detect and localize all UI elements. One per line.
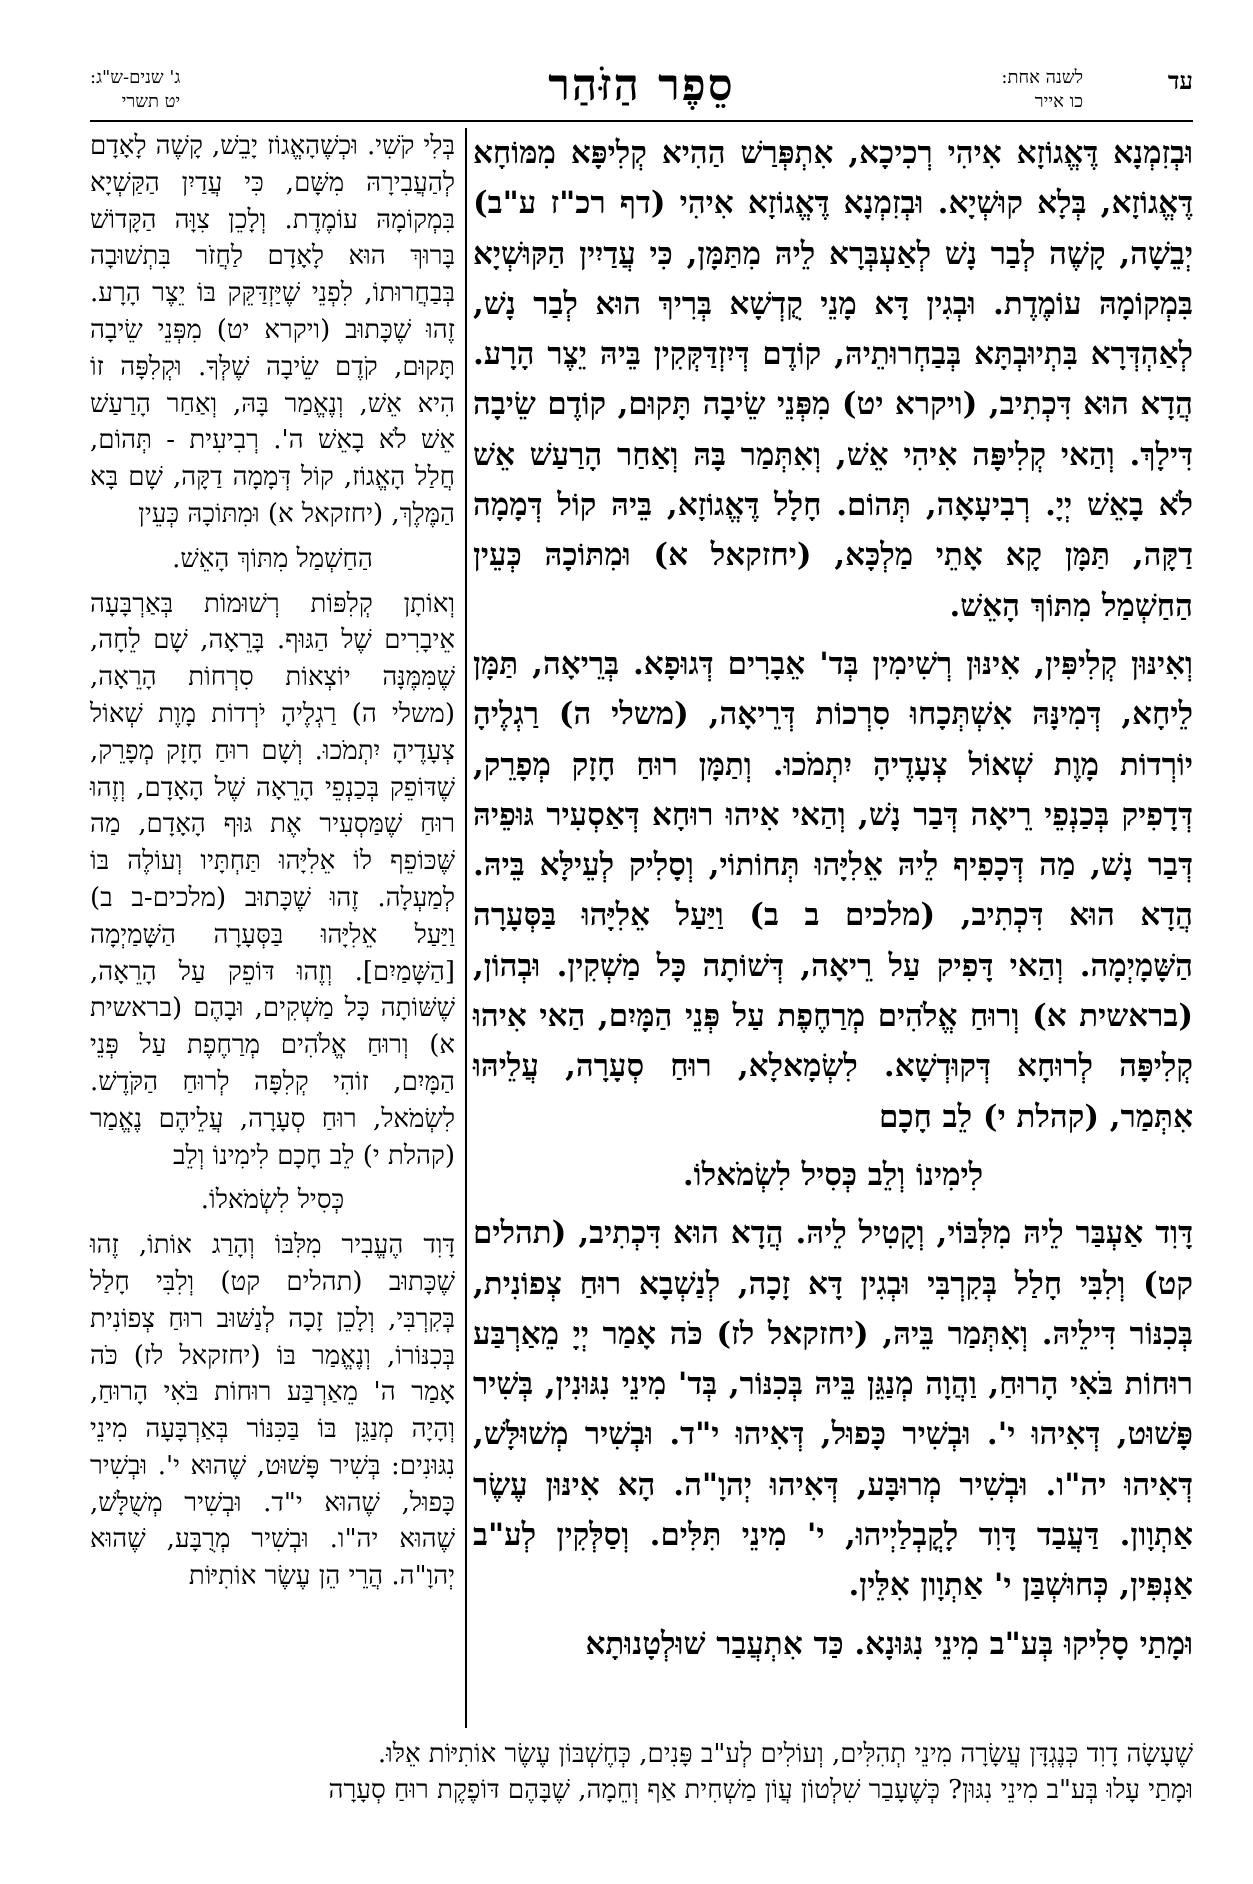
page-number: עד	[1167, 66, 1193, 95]
translation-continuation-line: שֶׁעָשָׂה דָוִד כְּנֶגְדָּן עֲשָׂרָה מִינֵי תְהִלִּים, וְעוֹלִים לְע"ב פָּנִים, כְּחֶשְׁבּוֹן עֶשֶׂר אוֹתִיּוֹת אֵלּוּ.	[377, 1739, 1193, 1769]
study-date-three-years	[90, 66, 180, 114]
aramaic-paragraph-end: לִימִינוֹ וְלֵב כְּסִיל לִשְׂמֹאלוֹ.	[682, 1156, 984, 1193]
translation-paragraph: דָּוִד הֶעֱבִיר מִלִּבּוֹ וְהָרַג אוֹתוֹ, זֶהוּ שֶׁכָּתוּב (תהלים קט) וְלִבִּי חָלַל בְּקִרְבִּי, וְלָכֵן זָכָה לְנַשּׁוּב רוּחַ צְפוֹנִית בְּכִנּוֹרוֹ, וְנֶאֱמַר בּוֹ (יחזקאל לז) כֹּה אָמַר ה' מֵאַרְבַּע רוּחוֹת בֹּאִי הָרוּחַ, וְהָיָה מְנַגֵּן בּוֹ בַּכִּנּוֹר בְּאַרְבָּעָה מִינֵי נִגּוּנִים: בְּשִׁיר פָּשׁוּט, שֶׁהוּא י'. וּבְשִׁיר כָּפוּל, שֶׁהוּא י"ד. וּבְשִׁיר מְשֻׁלָּשׁ, שֶׁהוּא יה"ו. וּבְשִׁיר מְרֻבָּע, שֶׁהוּא יְהוָ"ה. הֲרֵי הֵן עֶשֶׂר אוֹתִיּוֹת	[90, 1230, 455, 1592]
translation-paragraph-end: הַחַשְׁמַל מִתּוֹךְ הָאֵשׁ.	[172, 543, 373, 574]
aramaic-paragraph: וּבְזִמְנָא דֶּאֱגוֹזָא אִיהִי רְכִיכָא, אִתְפְּרַשׁ הַהִיא קְלִיפָּא מִמּוֹחָא דֶּאֱגוֹזָא, בְּלָא קוּשְׁיָא. וּבְזִמְנָא דֶּאֱגוֹזָא אִיהִי (דף רכ"ז ע"ב) יְבֵשָׁה, קָשֶׁה לְבַר נָשׁ לְאַעְבְּרָא לֵיהּ מִתַּמָּן, כִּי עֲדַיִין הַקּוּשְׁיָא בִּמְקוֹמָהּ עוֹמֶדֶת. וּבְגִין דָּא מָנֵי קֻדְשָׁא בְּרִיךְ הוּא לְבַר נָשׁ, לְאַהְדְּרָא בִּתְיוּבְתָּא בְּבַחְרוּתֵיהּ, קוֹדֶם דְּיִזְדַּקְּקִין בֵּיהּ יֵצֶר הָרָע. הֲדָא הוּא דִּכְתִיב, (ויקרא יט) מִפְּנֵי שֵׂיבָה תָּקוּם, קוֹדֶם שֵׂיבָה דִּילָךְ. וְהַאי קְלִיפָּה אִיהִי אֵשׁ, וְאִתְּמַר בָּהּ וְאַחַר הָרַעַשׁ אֵשׁ לֹא בָאֵשׁ יְיָ. רְבִיעָאָה, תְּהוֹם. חָלָל דֶּאֱגוֹזָא, בֵּיהּ קוֹל דְּמָמָה דַקָּה, תַּמָּן קָא אָתֵי מַלְכָּא, (יחזקאל א) וּמִתּוֹכָהּ כְּעֵין הַחַשְׁמַל מִתּוֹךְ הָאֵשׁ.	[473, 135, 1194, 624]
book-title: סֵפֶר הַזֹּהַר	[548, 60, 735, 111]
aramaic-paragraph	[473, 639, 1193, 1142]
translation-paragraph: בְּלִי קֹשִׁי. וּכְשֶׁהָאֱגוֹז יָבֵשׁ, קָשֶׁה לָאָדָם לְהַעֲבִירָהּ מִשָּׁם, כִּי עֲדַיִן הַקַּשְׁיָא בִּמְקוֹמָהּ עוֹמֶדֶת. וְלָכֵן צִוָּה הַקָּדוֹשׁ בָּרוּךְ הוּא לָאָדָם לַחֲזֹר בִּתְשׁוּבָה בְּבַחֲרוּתוֹ, לִפְנֵי שֶׁיַּזְדַּקֵּק בּוֹ יֵצֶר הָרָע. זֶהוּ שֶׁכָּתוּב (ויקרא יט) מִפְּנֵי שֵׂיבָה תָּקוּם, קֹדֶם שֵׂיבָה שֶׁלְּךָ. וּקְלִפָּה זוֹ הִיא אֵשׁ, וְנֶאֱמַר בָּהּ, וְאַחַר הָרַעַשׁ אֵשׁ לֹא בָאֵשׁ ה'. רְבִיעִית - תְּהוֹם, חֲלַל הָאֱגוֹז, קוֹל דְּמָמָה דַקָּה, שָׁם בָּא הַמֶּלֶךְ, (יחזקאל א) וּמִתּוֹכָהּ כְּעֵין	[90, 131, 455, 529]
hebrew-translation-column	[90, 128, 455, 1728]
header-divider	[90, 120, 1193, 122]
aramaic-column	[473, 128, 1193, 1728]
translation-paragraph-end: כְּסִיל לִשְׂמֹאלוֹ.	[200, 1185, 345, 1216]
study-date-one-year-value: כו אייר	[1034, 91, 1083, 112]
page-header	[90, 60, 1193, 120]
translation-continuation-line: וּמָתַי עָלוּ בְּע"ב מִינֵי נִגּוּן? כְּשֶׁעָבַר שִׁלְטוֹן עֲוֹן מַשְׁחִית אַף וְחֵמָה, שֶׁבָּהֶם דּוֹפֶקֶת רוּחַ סְעָרָה	[328, 1775, 1193, 1805]
translation-continuation	[90, 1736, 1193, 1808]
column-divider	[465, 128, 467, 1728]
translation-paragraph: וְאוֹתָן קְלִפּוֹת רְשׁוּמוֹת בְּאַרְבָּעָה אֵיבָרִים שֶׁל הַגּוּף. בָּרֵאָה, שָׁם לֵחָה, שֶׁמִּמֶּנָּה יוֹצְאוֹת סִרְחוֹת הָרֵאָה, (משלי ה) רַגְלֶיהָ יֹרְדוֹת מָוֶת שְׁאוֹל צְעָדֶיהָ יִתְמֹכוּ. וְשָׁם רוּחַ חָזָק מְפָרֵק, שֶׁדּוֹפֵק בְּכַנְפֵי הָרֵאָה שֶׁל הָאָדָם, וְזֶהוּ רוּחַ שֶׁמַּסְעִיר אֶת גּוּף הָאָדָם, מַה שֶּׁכּוֹפֵף לוֹ אֵלִיָּהוּ תַּחְתָּיו וְעוֹלֶה בּוֹ לְמַעְלָה. זֶהוּ שֶׁכָּתוּב (מלכים-ב ב) וַיַּעַל אֵלִיָּהוּ בַּסְּעָרָה הַשָּׁמַיְמָה [הַשָּׁמַיִם]. וְזֶהוּ דּוֹפֵק עַל הָרֵאָה, שֶׁשּׁוֹתָה כָּל מַשְׁקִים, וּבָהֶם (בראשית א) וְרוּחַ אֱלֹהִים מְרַחֶפֶת עַל פְּנֵי הַמָּיִם, זוֹהִי קְלִפָּה לְרוּחַ הַקֹּדֶשׁ. לִשְׂמֹאל, רוּחַ סְעָרָה, עֲלֵיהֶם נֶאֱמַר (קהלת י) לֵב חָכָם לִימִינוֹ וְלֵב	[90, 588, 455, 1171]
aramaic-paragraph: דָּוִד אַעְבַּר לֵיהּ מִלִּבּוֹי, וְקָטִיל לֵיהּ. הֲדָא הוּא דִּכְתִיב, (תהלים קט) וְלִבִּי חָלַל בְּקִרְבִּי וּבְגִין דָּא זָכָה, לְנַשְׁבָא רוּחַ צְפוֹנִית, בְּכִנּוֹר דִּילֵיהּ. וְאִתְּמַר בֵּיהּ, (יחזקאל לז) כֹּה אָמַר יְיָ מֵאַרְבַּע רוּחוֹת בֹּאִי הָרוּחַ, וַהֲוָה מְנַגֵּן בֵּיהּ בְּכִנּוֹר, בְּד' מִינֵי נִגּוּנִין, בְּשִׁיר פָּשׁוּט, דְּאִיהוּ י'. וּבְשִׁיר כָּפוּל, דְּאִיהוּ י"ד. וּבְשִׁיר מְשׁוּלָּשׁ, דְּאִיהוּ יה"ו. וּבְשִׁיר מְרוּבָּע, דְּאִיהוּ יְהוָ"ה. הָא אִינּוּן עֶשֶׂר אַתְוָון. דַּעֲבַד דָּוִד לָקֳבְלַיְיהוּ, י' מִינֵי תִּלִּים. וְסַלְּקִין לְע"ב אַנְפִּין, כְּחוּשְׁבַּן י' אַתְוָון אִלֵּין.	[473, 1215, 1193, 1604]
study-date-three-years-value: יט תשרי	[121, 91, 181, 112]
study-date-three-years-label: ג' שנים-ש"ג:	[90, 67, 181, 88]
aramaic-paragraph: וּמָתַי סָלִיקוּ בְּע"ב מִינֵי נִגּוּנָא. כַּד אִתְעֲבַר שׁוּלְטָנוּתָא	[585, 1625, 1193, 1662]
study-date-one-year-label: לשנה אחת:	[1001, 67, 1083, 88]
aramaic-paragraph-text: וְאִינּוּן קְלִיפִּין, אִינּוּן רְשִׁימִין בְּד' אֵבָרִים דְּגוּפָא. בְּרֵיאָה, תַּמָּן לֵיחָא, דְּמִינָּהּ אִשְׁתְּכָחוּ סִרְכוֹת דְּרֵיאָה, (משלי ה) רַגְלֶיהָ יוֹרְדוֹת מָוֶת שְׁאוֹל צְעָדֶיהָ יִתְמֹכוּ. וְתַמָּן רוּחַ חָזָק מְפָרֵק, דְּדָפִיק בְּכַנְפֵי רֵיאָה דְּבַר נָשׁ, וְהַאי אִיהוּ רוּחָא דְּאַסְעִיר גּוּפֵיהּ דְּבַר נָשׁ, מַה דְּכָפִיף לֵיהּ אֵלִיָּהוּ תְּחוֹתוֹי, וְסָלִיק לְעֵילָּא בֵּיהּ. הֲדָא הוּא דִּכְתִיב, (מלכים ב ב) וַיַּעַל אֵלִיָּהוּ בַּסְּעָרָה הַשָּׁמָיְמָה. וְהַאי דָּפִיק עַל רֵיאָה, דְּשׁוֹתָה כָּל מַשְׁקִין. וּבְהוֹן, (בראשית א) וְרוּחַ אֱלֹהִים מְרַחֶפֶת עַל פְּנֵי הַמָּיִם, הַאי אִיהוּ קְלִיפָּה לְרוּחָא דְּקוּדְשָׁא. לִשְׂמָאלָא, רוּחַ סְעָרָה, עֲלֵיהּוּ אִתְּמַר, (קהלת י) לֵב חָכָם	[473, 645, 1193, 1135]
